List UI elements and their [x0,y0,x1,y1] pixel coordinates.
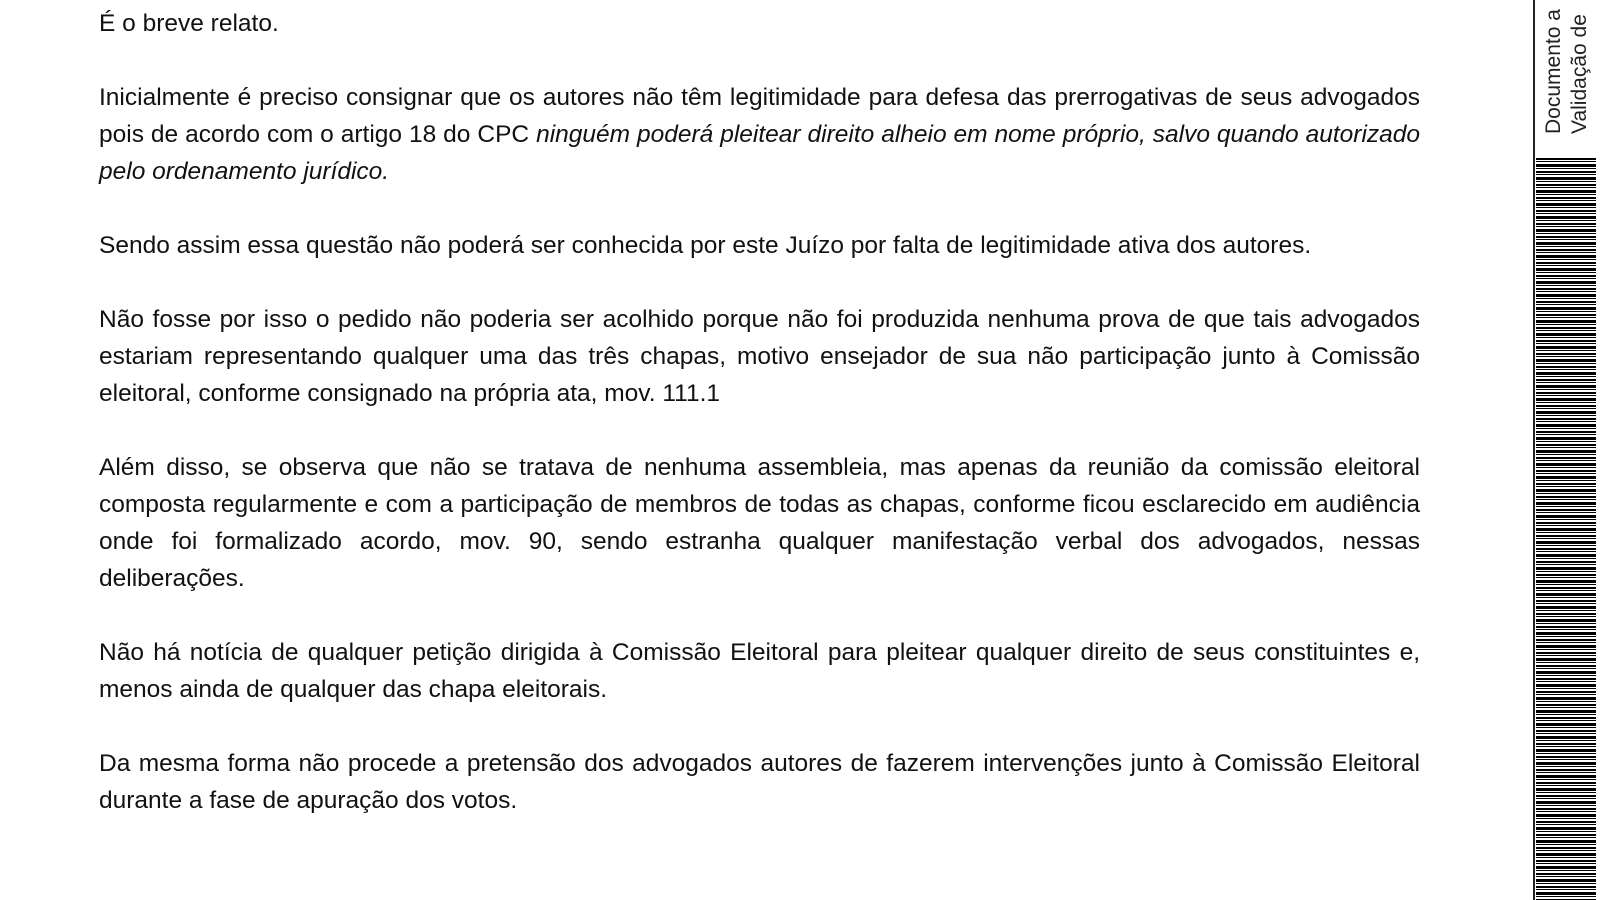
paragraph-peticao [99,634,1420,708]
paragraph-legitimidade [99,79,1420,190]
validation-caption-line-1: Documento a [1542,9,1565,134]
paragraph-prova [99,301,1420,412]
margin-divider [1533,0,1535,900]
validation-caption [1542,0,1600,134]
paragraph-text: Da mesma forma não procede a pretensão dos advogados autores de fazerem intervenções junto à Comissão Eleitoral durante a fase de apuração dos votos. [99,750,1420,814]
paragraph-text: Além disso, se observa que não se tratava de nenhuma assembleia, mas apenas da reunião da comissão eleitoral composta regularmente e com a participação de membros de todas as chapas, conforme ficou esclarecido em audiência onde foi formalizado acordo, mov. 90, sendo estranha qualquer manifestação verbal dos advogados, nessas deliberações. [99,454,1420,592]
document-body [99,5,1420,856]
paragraph-relato [99,5,1420,42]
paragraph-assembleia [99,449,1420,597]
paragraph-text: Não fosse por isso o pedido não poderia ser acolhido porque não foi produzida nenhuma prova de que tais advogados estariam representando qualquer uma das três chapas, motivo ensejador de sua não participação junto à Comissão eleitoral, conforme consignado na própria ata, mov. 111.1 [99,306,1420,407]
paragraph-text: Inicialmente é preciso consignar que os autores não têm legitimidade para defesa das prerrogativas de seus advogados pois de acordo com o artigo 18 do CPC [99,84,1420,148]
paragraph-text: É o breve relato. [99,10,279,37]
validation-caption-line-2: Validação de [1568,14,1591,134]
validation-barcode [1536,158,1596,900]
paragraph-quote-italic: ninguém poderá pleitear direito alheio em nome próprio, salvo quando autorizado pelo ordenamento jurídico. [99,121,1421,185]
paragraph-text: Não há notícia de qualquer petição dirigida à Comissão Eleitoral para pleitear qualquer direito de seus constituintes e, menos ainda de qualquer das chapa eleitorais. [99,639,1420,703]
paragraph-conclusao-legitimidade [99,227,1420,264]
paragraph-text: Sendo assim essa questão não poderá ser conhecida por este Juízo por falta de legitimidade ativa dos autores. [99,232,1312,259]
paragraph-apuracao [99,745,1420,819]
